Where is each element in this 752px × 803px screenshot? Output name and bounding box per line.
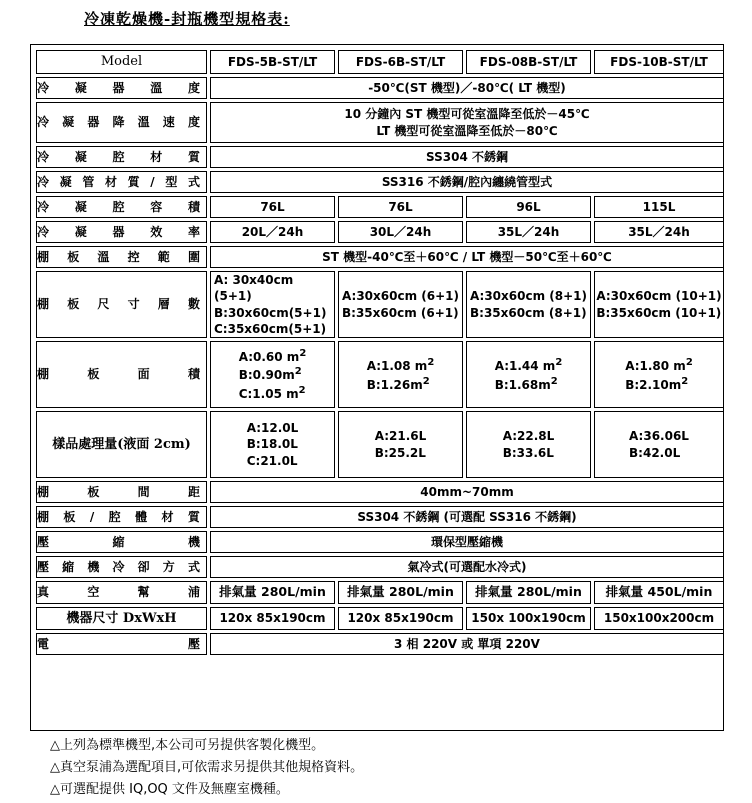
chamber-volume-cell: 76L <box>338 196 463 218</box>
shelf-area-cell <box>210 341 335 408</box>
shelf-size-a: A: 30x40cm (5+1) <box>214 273 294 304</box>
efficiency-cell: 35L／24h <box>594 221 724 243</box>
shelf-temp-row <box>36 246 724 268</box>
efficiency-row <box>36 221 724 243</box>
shelf-temp-value: ST 機型-40℃至＋60℃ / LT 機型－50℃至＋60℃ <box>210 246 724 268</box>
sample-capacity-b: B:33.6L <box>502 445 554 460</box>
footnotes <box>50 735 363 801</box>
chamber-volume-row <box>36 196 724 218</box>
sample-capacity-cell <box>594 411 724 478</box>
shelf-size-cell <box>594 271 724 338</box>
shelf-area-b: $B:1.68m^2$ <box>494 375 558 392</box>
sample-capacity-b: B:18.0L <box>246 437 298 452</box>
efficiency-label: 冷 凝 器 效 率 <box>36 221 207 243</box>
shelf-area-c: C:1.05 $m^2$ <box>238 384 306 401</box>
shelf-size-a: A:30x60cm (10+1) <box>596 289 722 304</box>
compressor-label: 壓 縮 機 <box>36 531 207 553</box>
dimensions-cell: 150x 100x190cm <box>466 607 591 630</box>
sample-capacity-a: A:22.8L <box>502 429 555 444</box>
chamber-material-label: 冷 凝 腔 材 質 <box>36 146 207 168</box>
chamber-volume-cell: 115L <box>594 196 724 218</box>
shelf-size-b: B:35x60cm (10+1) <box>596 305 722 320</box>
footnote: △可選配提供 IQ,OQ 文件及無塵室機種。 <box>50 782 289 797</box>
dimensions-row <box>36 607 724 630</box>
sample-capacity-b: B:25.2L <box>374 445 426 460</box>
dimensions-label: 機器尺寸 DxWxH <box>36 607 207 630</box>
shelf-size-row <box>36 271 724 338</box>
power-label: 電 壓 <box>36 633 207 655</box>
sample-capacity-c: C:21.0L <box>246 453 298 468</box>
dimensions-cell: 120x 85x190cm <box>210 607 335 630</box>
shelf-size-c: C:35x60cm(5+1) <box>214 321 327 336</box>
condenser-temp-row <box>36 77 724 99</box>
condenser-temp-label: 冷 凝 器 溫 度 <box>36 77 207 99</box>
power-row <box>36 633 724 655</box>
compressor-cooling-value: 氣冷式(可選配水冷式) <box>210 556 724 578</box>
vacuum-pump-cell: 排氣量 450L/min <box>594 581 724 604</box>
sample-capacity-a: A:12.0L <box>246 421 299 436</box>
shelf-size-cell <box>338 271 463 338</box>
vacuum-pump-label: 真 空 幫 浦 <box>36 581 207 604</box>
sample-capacity-cell <box>338 411 463 478</box>
sample-capacity-label: 樣品處理量(液面 2cm) <box>36 411 207 478</box>
sample-capacity-b: B:42.0L <box>629 445 681 460</box>
tube-material-value: SS316 不銹鋼/腔內纏繞管型式 <box>210 171 724 193</box>
shelf-size-cell <box>210 271 335 338</box>
shelf-area-cell <box>466 341 591 408</box>
shelf-size-b: B:30x60cm(5+1) <box>214 305 327 320</box>
chamber-volume-label: 冷 凝 腔 容 積 <box>36 196 207 218</box>
cooling-speed-row <box>36 102 724 143</box>
chamber-material-value: SS304 不銹鋼 <box>210 146 724 168</box>
shelf-area-b: $B:0.90m^2$ <box>238 366 302 383</box>
shelf-area-a: A:1.08 $m^2$ <box>366 357 435 374</box>
shelf-spacing-label: 棚 板 間 距 <box>36 481 207 503</box>
shelf-size-label: 棚 板 尺 寸 層 數 <box>36 271 207 338</box>
cooling-speed-value <box>210 102 724 143</box>
tube-material-label: 冷 凝 管 材 質 / 型 式 <box>36 171 207 193</box>
shelf-temp-label: 棚 板 溫 控 範 圍 <box>36 246 207 268</box>
vacuum-pump-cell: 排氣量 280L/min <box>210 581 335 604</box>
power-value: 3 相 220V 或 單項 220V <box>210 633 724 655</box>
chamber-volume-cell: 96L <box>466 196 591 218</box>
shelf-area-row <box>36 341 724 408</box>
tube-material-row <box>36 171 724 193</box>
cooling-speed-label: 冷 凝 器 降 溫 速 度 <box>36 102 207 143</box>
shelf-area-a: A:0.60 $m^2$ <box>238 348 307 365</box>
shelf-size-a: A:30x60cm (8+1) <box>470 289 587 304</box>
compressor-row <box>36 531 724 553</box>
model-header: Model <box>36 50 207 74</box>
efficiency-cell: 30L／24h <box>338 221 463 243</box>
chamber-volume-cell: 76L <box>210 196 335 218</box>
shelf-spacing-row <box>36 481 724 503</box>
efficiency-cell: 35L／24h <box>466 221 591 243</box>
sample-capacity-row <box>36 411 724 478</box>
condenser-temp-value: -50℃(ST 機型)／-80℃( LT 機型) <box>210 77 724 99</box>
shelf-material-row <box>36 506 724 528</box>
sample-capacity-cell <box>210 411 335 478</box>
model-3: FDS-08B-ST/LT <box>466 50 591 74</box>
page-title: 冷凍乾燥機-封瓶機型規格表: <box>84 10 290 28</box>
shelf-area-b: $B:2.10m^2$ <box>625 375 689 392</box>
efficiency-cell: 20L／24h <box>210 221 335 243</box>
dimensions-cell: 120x 85x190cm <box>338 607 463 630</box>
shelf-size-cell <box>466 271 591 338</box>
sample-capacity-a: A:36.06L <box>629 429 689 444</box>
shelf-area-cell <box>338 341 463 408</box>
shelf-area-b: $B:1.26m^2$ <box>366 375 430 392</box>
compressor-cooling-label: 壓 縮 機 冷 卻 方 式 <box>36 556 207 578</box>
shelf-area-a: A:1.80 $m^2$ <box>625 357 693 374</box>
compressor-value: 環保型壓縮機 <box>210 531 724 553</box>
spec-table <box>33 47 727 658</box>
sample-capacity-a: A:21.6L <box>374 429 427 444</box>
shelf-area-cell <box>594 341 724 408</box>
vacuum-pump-row <box>36 581 724 604</box>
footnote: △上列為標準機型,本公司可另提供客製化機型。 <box>50 738 325 753</box>
dimensions-cell: 150x100x200cm <box>594 607 724 630</box>
cooling-speed-line1: 10 分鐘內 ST 機型可從室溫降至低於－45℃ <box>344 107 590 122</box>
shelf-size-b: B:35x60cm (6+1) <box>342 305 459 320</box>
footnote: △真空泵浦為選配項目,可依需求另提供其他規格資料。 <box>50 760 364 775</box>
chamber-material-row <box>36 146 724 168</box>
cooling-speed-line2: LT 機型可從室溫降至低於－80℃ <box>376 123 558 138</box>
shelf-area-label: 棚 板 面 積 <box>36 341 207 408</box>
shelf-material-label: 棚 板 / 腔 體 材 質 <box>36 506 207 528</box>
model-4: FDS-10B-ST/LT <box>594 50 724 74</box>
vacuum-pump-cell: 排氣量 280L/min <box>466 581 591 604</box>
shelf-material-value: SS304 不銹鋼 (可選配 SS316 不銹鋼) <box>210 506 724 528</box>
model-1: FDS-5B-ST/LT <box>210 50 335 74</box>
shelf-size-a: A:30x60cm (6+1) <box>342 289 459 304</box>
shelf-area-a: A:1.44 $m^2$ <box>494 357 563 374</box>
sample-capacity-cell <box>466 411 591 478</box>
header-row <box>36 50 724 74</box>
model-2: FDS-6B-ST/LT <box>338 50 463 74</box>
shelf-spacing-value: 40mm~70mm <box>210 481 724 503</box>
vacuum-pump-cell: 排氣量 280L/min <box>338 581 463 604</box>
compressor-cooling-row <box>36 556 724 578</box>
shelf-size-b: B:35x60cm (8+1) <box>470 305 587 320</box>
